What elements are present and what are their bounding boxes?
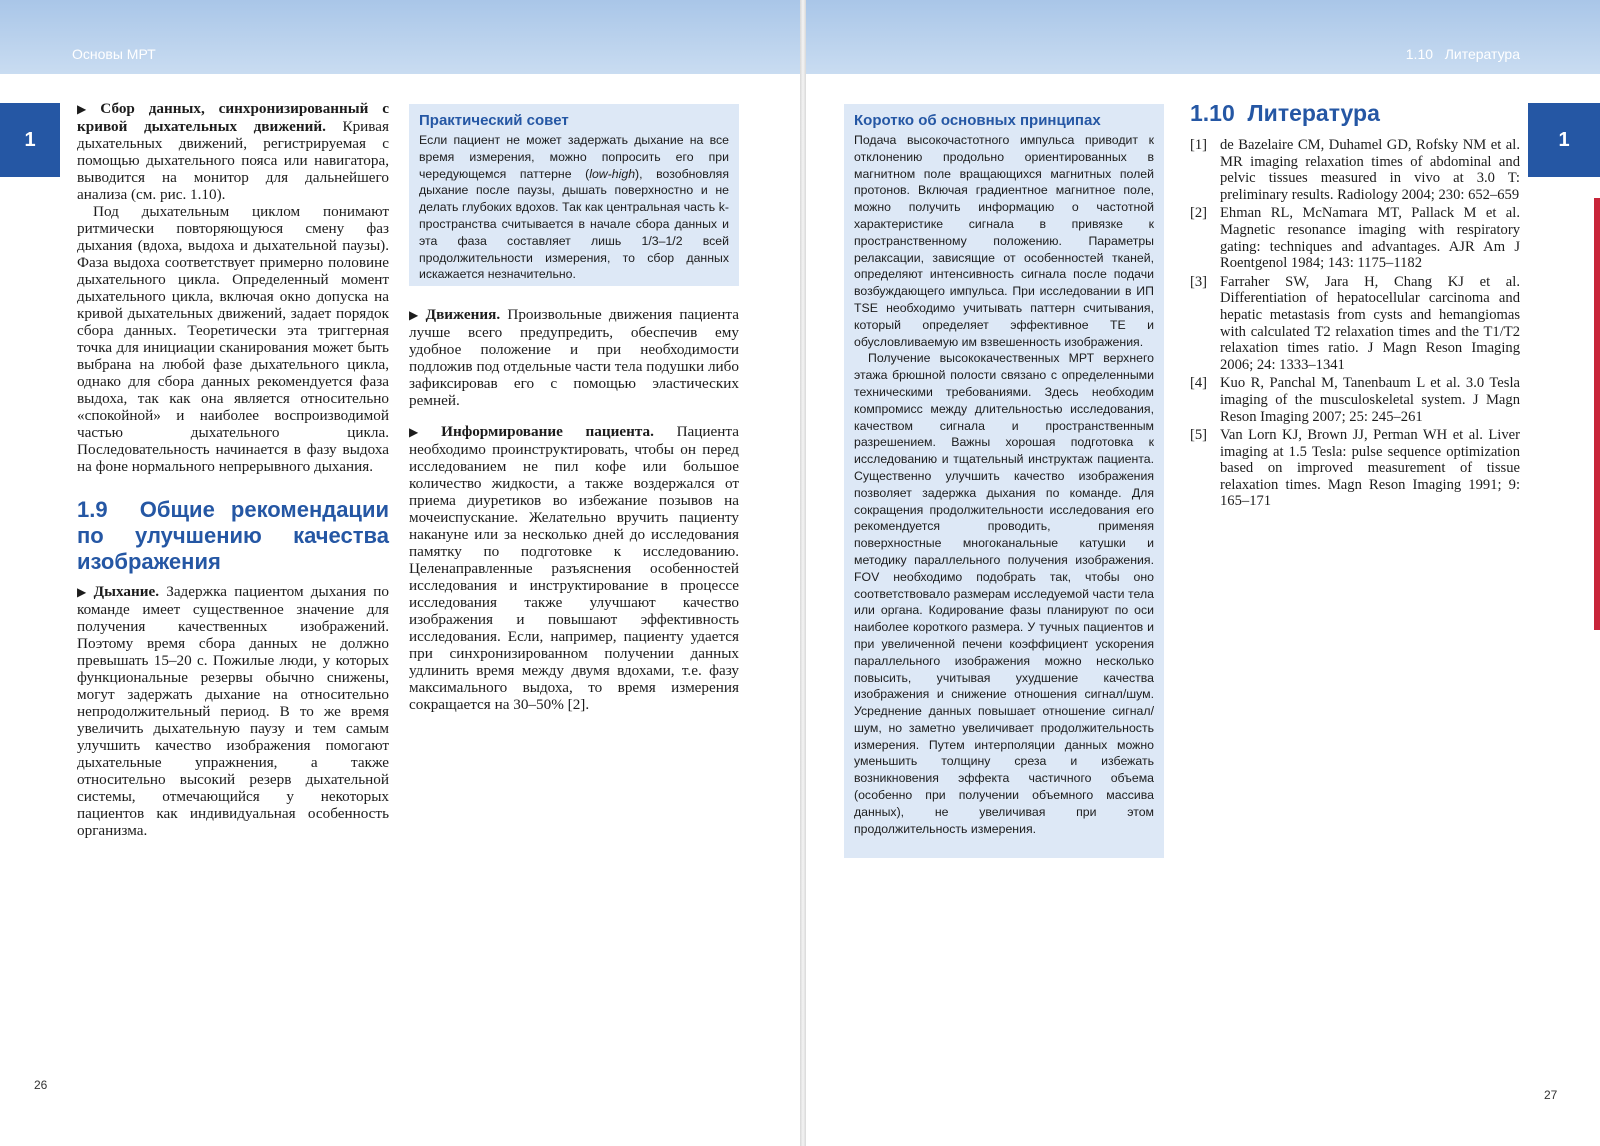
reference-text: de Bazelaire CM, Duhamel GD, Rofsky NM et al. MR imaging relaxation times of abdominal and pelvic tissues measured in vivo at 3.0 T: preliminary results. Radiology 2004; 230: 652–659 bbox=[1220, 137, 1520, 203]
section-heading-1-9 bbox=[77, 497, 389, 575]
paragraph-bold-lead: Дыхание. bbox=[93, 583, 159, 600]
tip-text-part: Если пациент не может задержать дыхание на все время измерения, можно попросить его при чередующемся паттерне ( bbox=[419, 133, 729, 181]
summary-paragraph-2: Получение высококачественных МРТ верхнего этажа брюшной полости связано с определенными техническими требованиями. Здесь необходим компромисс между длительностью исследования, качеством сигнала и пространственным разрешением. Важны хорошая подготовка к исследованию и тщательный инструктаж пациента. Существенно улучшить качество изображения позволяет задержка дыхания по команде. Для сокращения продолжительности исследования его рекомендуется проводить, применяя поверхностные многоканальные катушки и методику параллельного получения изображения. FOV необходимо подобрать так, чтобы оно соответствовало размерам исследуемой части тела или органа. Кодирование фазы планируют по оси наиболее короткого размера. У тучных пациентов и при увеличенной печени коэффициент ускорения параллельного изображения можно несколько повысить, учитывая ухудшение качества изображения и снижение отношения сигнал/шум. Усреднение данных повышает отношение сигнал/шум, но заметно увеличивает продолжительность измерения. Путем интерполяции данных можно уменьшить толщину среза и избежать возникновения эффекта частичного объема (особенно при получении объемного массива данных), не увеличивая при этом продолжительность измерения. bbox=[854, 351, 1154, 836]
paragraph-patient-information bbox=[409, 423, 739, 713]
references-list bbox=[1190, 137, 1520, 512]
right-page-header bbox=[806, 0, 1600, 74]
tip-text-part: ), возобновляя дыхание после паузы, дышать поверхностно и не делать глубоких вдохов. Так как центральная часть k-пространства считывается в начале сбора данных и эта фаза составляет лишь 1/3–1/2 всей продолжительности измерения, то сбор данных искажается незначительно. bbox=[419, 166, 729, 282]
reference-text: Ehman RL, McNamara MT, Pallack M et al. Magnetic resonance imaging with respiratory gating: techniques and advantages. AJR Am J Roentgenol 1984; 143: 1175–1182 bbox=[1220, 205, 1520, 272]
practical-tip-box bbox=[409, 104, 739, 286]
reference-text: Van Lorn KJ, Brown JJ, Perman WH et al. Liver imaging at 1.5 Tesla: pulse sequence optimization based on improved measurement of tissue relaxation times. Magn Reson Imaging 1991; 9: 165–171 bbox=[1220, 427, 1520, 510]
running-head-title: Литература bbox=[1444, 46, 1520, 62]
reference-number: [1] bbox=[1190, 137, 1208, 153]
reference-item bbox=[1190, 137, 1520, 203]
references-heading bbox=[1190, 100, 1380, 127]
left-chapter-tab: 1 bbox=[0, 103, 60, 177]
triangle-bullet-icon: ▶ bbox=[77, 102, 97, 116]
references-heading-title: Литература bbox=[1247, 100, 1380, 126]
reference-number: [2] bbox=[1190, 205, 1208, 222]
right-running-head bbox=[1406, 46, 1520, 62]
reference-text: Kuo R, Panchal M, Tanenbaum L et al. 3.0 Tesla imaging of the musculoskeletal system. J Magn Reson Imaging 2007; 25: 245–261 bbox=[1220, 375, 1520, 425]
left-page-header bbox=[0, 0, 800, 74]
paragraph-bold-lead: Информирование пациента. bbox=[441, 423, 654, 440]
running-head-number: 1.10 bbox=[1405, 46, 1434, 62]
left-column-1 bbox=[77, 100, 389, 839]
paragraph-respiratory-cycle: Под дыхательным циклом понимают ритмически повторяющуюся смену фаз дыхания (вдоха, выдоха и дыхательной паузы). Фаза выдоха соответствует примерно половине дыхательного цикла. Определенный момент дыхательного цикла, включая окно допуска на кривой дыхательных движений, задает порядок сбора данных. Теоретически эта триггерная точка для инициации сканирования может быть выбрана на любой фазе дыхательного цикла, однако для сбора данных рекомендуется фаза выдоха, так как она является относительно «спокойной» и наиболее воспроизводимой частью дыхательного цикла. Последовательность начинается в фазу выдоха на фоне нормального непрерывного дыхания. bbox=[77, 203, 389, 475]
tip-box-text bbox=[419, 132, 729, 283]
summary-box-title: Коротко об основных принципах bbox=[854, 112, 1101, 129]
summary-paragraph-1: Подача высокочастотного импульса приводит к отклонению продольно ориентированных в магнитном поле вращающихся магнитных полей протонов. Включая градиентное магнитное поле, можно получить информацию о частотной характеристике сигнала в привязке к пространственному положению. Параметры релаксации, зависящие от особенностей тканей, определяют интенсивность сигнала после подачи возбуждающего импульса. При исследовании в ИП TSE необходимо учитывать паттерн считывания, который определяет эффективное TE и обусловливаемую им взвешенность изображения. bbox=[854, 133, 1154, 349]
reference-text: Farraher SW, Jara H, Chang KJ et al. Differentiation of hepatocellular carcinoma and hepatic metastasis from cysts and hemangiomas with calculated T2 relaxation times and the T1/T2 relaxation times ratio. J Magn Reson Imaging 2006; 24: 1333–1341 bbox=[1220, 273, 1520, 373]
paragraph-bold-lead: Сбор данных, синхронизированный с кривой дыхательных движений. bbox=[77, 100, 390, 135]
paragraph-movements bbox=[409, 306, 739, 409]
section-title: Общие рекомендации по улучшению качества изображения bbox=[77, 497, 390, 574]
paragraph-text: Пациента необходимо проинструктировать, чтобы он перед исследованием не пил кофе или большое количество жидкости, а также воздержался от приема диуретиков во избежание позывов на мочеиспускание. Желательно вручить пациенту накануне или за несколько дней до исследования памятку по подготовке к исследованию. Целенаправленные разъяснения особенностей исследования и инструктирование в процессе исследования также улучшают качество изображения и повышают эффективность исследования. Если, например, пациенту удается при синхронизированном получении данных удлинить время между двумя вдохами, т.е. фазу максимального выдоха, то время измерения сокращается на 30–50% [2]. bbox=[409, 423, 739, 713]
reference-number: [3] bbox=[1190, 273, 1208, 290]
references-heading-number: 1.10 bbox=[1190, 100, 1235, 126]
summary-box bbox=[844, 104, 1164, 858]
reference-item bbox=[1190, 205, 1520, 271]
left-column-2 bbox=[409, 306, 739, 713]
reference-item bbox=[1190, 274, 1520, 374]
triangle-bullet-icon: ▶ bbox=[409, 308, 422, 322]
paragraph-bold-lead: Движения. bbox=[425, 306, 501, 323]
paragraph-text: Кривая дыхательных движений, регистрируемая с помощью дыхательного пояса или навигатора, выводится на монитор для дальнейшего анализа (см. рис. 1.10). bbox=[77, 118, 389, 203]
section-number: 1.9 bbox=[77, 497, 108, 522]
reference-number: [4] bbox=[1190, 375, 1208, 392]
right-chapter-tab: 1 bbox=[1528, 103, 1600, 177]
reference-number: [5] bbox=[1190, 427, 1208, 444]
left-page-number: 26 bbox=[34, 1078, 48, 1092]
paragraph-breathing bbox=[77, 583, 389, 839]
book-gutter bbox=[800, 0, 806, 1146]
paragraph-data-collection bbox=[77, 100, 389, 203]
left-running-head: Основы МРТ bbox=[72, 46, 156, 62]
paragraph-text: Задержка пациентом дыхания по команде имеет существенное значение для получения качественных изображений. Поэтому время сбора данных не должно превышать 15–20 с. Пожилые люди, у которых функциональные резервы обычно снижены, могут задержать дыхание на относительно непродолжительный период. В то же время увеличить дыхательную паузу и тем самым улучшить качество изображения помогают дыхательные упражнения, а также относительно высокий резерв дыхательной системы, отмечающийся у некоторых пациентов как индивидуальная особенность организма. bbox=[77, 583, 390, 839]
reference-item bbox=[1190, 375, 1520, 425]
tip-box-title: Практический совет bbox=[419, 112, 569, 129]
paragraph-text: Произвольные движения пациента лучше всего предупредить, обеспечив ему удобное положение и при необходимости подложив под отдельные части тела подушки либо зафиксировав его с помощью эластических ремней. bbox=[409, 306, 739, 409]
right-page-number: 27 bbox=[1544, 1088, 1558, 1102]
reference-item bbox=[1190, 427, 1520, 510]
triangle-bullet-icon: ▶ bbox=[409, 425, 438, 439]
triangle-bullet-icon: ▶ bbox=[77, 585, 90, 599]
tip-text-italic: low-high bbox=[589, 166, 636, 181]
chapter-color-bar bbox=[1594, 198, 1600, 630]
